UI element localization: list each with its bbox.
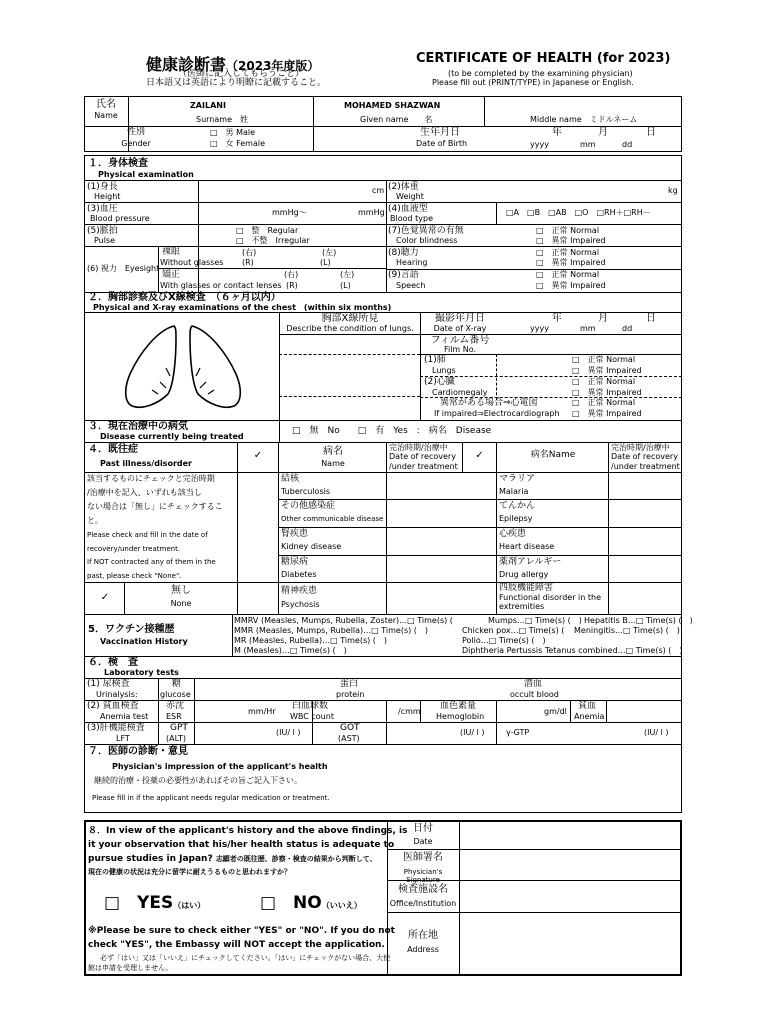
s5-title: 5．ワクチン接種歴 (88, 624, 175, 635)
s8-warning-3: 必ず「はい」又は「いいえ」にチェックしてください。「はい」にチェックがない場合、大使 (100, 954, 391, 962)
s8-question-2: it your observation that his/her health status is adequate to (88, 840, 395, 850)
got-label: GOT (340, 723, 360, 733)
vaccine-dpt[interactable]: Diphtheria Pertussis Tetanus combined…□ Time(s) ( ) (462, 646, 683, 655)
s4-instruction-1: /治療中を記入、いずれも該当し (87, 488, 202, 497)
yes-checkbox[interactable]: □ YES（はい） (104, 893, 206, 913)
ecg-normal[interactable]: □ 正常 Normal (572, 398, 636, 407)
s1-title-en: Physical examination (98, 170, 194, 179)
corrected-right: (右) (284, 270, 299, 279)
gender-male[interactable]: □ 男 Male (210, 128, 256, 137)
xray-yyyy[interactable]: yyyy (530, 324, 549, 333)
esr-label: 赤沈 (166, 701, 185, 711)
s4-recovery-header-1: 完治時期/治療中 (389, 443, 448, 452)
naked-l: (L) (320, 258, 331, 267)
hemoglobin-label: 血色素量 (440, 701, 477, 711)
s7-title: ７．医師の診断・意見 (88, 746, 188, 757)
protein-label: 蛋白 (340, 679, 359, 689)
s4-disease-header-2: 病名Name (530, 450, 576, 460)
vaccine-mmr[interactable]: MMR (Measles, Mumps, Rubella)…□ Time(s) ( ) (234, 626, 429, 635)
disease-other-en: Other communicable disease (281, 515, 384, 523)
corrected-r: (R) (286, 281, 298, 290)
wbc-label: 白血球数 (292, 701, 329, 711)
dob-yyyy[interactable]: yyyy (530, 140, 549, 149)
bp-label: (3)血圧 (87, 204, 118, 214)
disease-epilepsy: てんかん (499, 501, 536, 511)
current-disease-options[interactable]: □ 無 No □ 有 Yes : 病名 Disease (292, 426, 492, 436)
s4-title-en: Past illness/disorder (100, 459, 192, 468)
s4-disease-header-en-1: Name (321, 459, 345, 468)
vaccine-polio[interactable]: Polio…□ Time(s) ( ) (462, 636, 546, 645)
s4-check-header-1: ✓ (253, 450, 263, 461)
office-label-jp: 検査施設名 (398, 884, 448, 895)
disease-tb: 結核 (281, 474, 300, 484)
s5-title-en: Vaccination History (100, 637, 188, 646)
pulse-label: (5)脈拍 (87, 226, 118, 236)
s3-title: ３．現在治療中の病気 (88, 421, 188, 432)
s8-question-1: ８．In view of the applicant's history and the above findings, is (88, 826, 408, 836)
s8-warning-4: 館は申請を受理しません。 (88, 964, 173, 972)
disease-diabetes: 糖尿病 (281, 557, 309, 567)
office-field[interactable] (460, 882, 680, 911)
s4-recovery-en-2a: Date of recovery (611, 452, 678, 461)
film-no-label-en: Film No. (443, 345, 477, 354)
anemia-test-label-en: Anemia test (100, 712, 149, 721)
disease-epilepsy-en: Epilepsy (499, 514, 533, 523)
vaccine-mumps[interactable]: Mumps…□ Time(s) ( ) (488, 616, 582, 625)
s6-title: ６．検 査 (88, 657, 138, 668)
dob-label-jp: 生年月日 (420, 127, 460, 138)
cardio-label: (2)心臓 (424, 377, 455, 387)
s2-title-en: Physical and X-ray examinations of the chest (within six months) (93, 303, 392, 312)
dob-year-jp: 年 (552, 127, 562, 138)
address-field[interactable] (460, 914, 680, 974)
gpt-unit: (IU/ l ) (276, 728, 301, 737)
s8-warning-2: check "YES", the Embassy will NOT accept the application. (88, 940, 385, 950)
disease-heart-en: Heart disease (499, 542, 555, 551)
disease-malaria: マラリア (499, 474, 536, 484)
naked-left: (左) (322, 248, 337, 257)
cardio-impaired[interactable]: □ 異常 Impaired (572, 388, 642, 397)
got-label-en: (AST) (338, 734, 360, 743)
dob-day-jp: 日 (646, 127, 656, 138)
xray-dd[interactable]: dd (622, 324, 633, 333)
s3-title-en: Disease currently being treated (100, 432, 244, 441)
got-unit: (IU/ l ) (460, 728, 485, 737)
xray-date-label-en: Date of X-ray (433, 324, 487, 333)
bp-unit-2: mmHg (358, 208, 385, 217)
lungs-impaired[interactable]: □ 異常 Impaired (572, 366, 642, 375)
disease-psychosis: 精神疾患 (281, 586, 318, 596)
wbc-label-en: WBC count (290, 712, 334, 721)
xray-day-jp: 日 (646, 313, 656, 324)
gpt-label: GPT (170, 723, 188, 733)
name-label-jp: 氏名 (96, 99, 116, 110)
signature-label-jp: 医師署名 (403, 852, 443, 863)
s4-instruction-6: If NOT contracted any of them in the (87, 558, 216, 566)
color-blind-label: (7)色覚異常の有無 (388, 226, 464, 236)
xray-mm[interactable]: mm (580, 324, 596, 333)
bp-label-en: Blood pressure (90, 214, 150, 223)
corrected-l: (L) (340, 281, 351, 290)
lungs-normal[interactable]: □ 正常 Normal (572, 355, 636, 364)
none-label: 無し (171, 585, 191, 596)
gender-label-en: Gender (121, 139, 151, 148)
vaccine-mr[interactable]: MR (Measles, Rubella)…□ Time(s) ( ) (234, 636, 388, 645)
ggtp-label: γ-GTP (506, 728, 530, 737)
occult-blood-label-en: occult blood (510, 690, 559, 699)
blood-type-label-en: Blood type (390, 214, 433, 223)
s4-instruction-0: 該当するものにチェックと完治時期 (87, 474, 215, 483)
disease-kidney-en: Kidney disease (281, 542, 342, 551)
title-jp: 健康診断書（2023年度版） (146, 55, 320, 74)
urinalysis-label-en: Urinalysis: (96, 690, 138, 699)
corrected-left: (左) (340, 270, 355, 279)
date-label-en: Date (413, 837, 433, 846)
hearing-normal[interactable]: □ 正常 Normal (536, 248, 600, 257)
naked-eye-label: 裸眼 (162, 247, 181, 257)
vaccine-mmrv[interactable]: MMRV (Measles, Mumps, Rubella, Zoster)…□ Time(s) ( (234, 616, 453, 625)
weight-label: (2)体重 (388, 182, 419, 192)
xray-findings-label-en: Describe the condition of lungs. (286, 324, 414, 333)
none-checkbox[interactable]: ✓ (100, 592, 110, 603)
glucose-label: 糖 (172, 679, 182, 689)
subtitle-en-2: Please fill out (PRINT/TYPE) in Japanese or English. (432, 78, 634, 87)
disease-tb-en: Tuberculosis (281, 487, 330, 496)
disease-extremities-en: Functional disorder in the extremities (499, 593, 602, 611)
s4-disease-header-1: 病名 (323, 446, 343, 457)
pulse-label-en: Pulse (94, 236, 116, 245)
vaccine-hepb[interactable]: Hepatitis B…□ Time(s) ( ) (584, 616, 693, 625)
s4-recovery-en-1a: Date of recovery (389, 452, 456, 461)
color-blind-label-en: Color blindness (396, 236, 458, 245)
vaccine-meningitis[interactable]: Meningitis…□ Time(s) ( ) (574, 626, 680, 635)
height-unit: cm (372, 186, 385, 195)
height-label: (1)身長 (87, 182, 118, 192)
lft-label-en: LFT (116, 734, 130, 743)
lungs-label-en: Lungs (432, 366, 456, 375)
disease-heart: 心疾患 (499, 529, 527, 539)
ecg-label-en: If impaired⇒Electrocardiograph (434, 409, 560, 418)
eyesight-label: (6) 視力 Eyesight (87, 264, 160, 273)
cardio-normal[interactable]: □ 正常 Normal (572, 377, 636, 386)
bp-unit-1: mmHg～ (272, 208, 307, 217)
disease-kidney: 腎疾患 (281, 529, 309, 539)
disease-diabetes-en: Diabetes (281, 570, 317, 579)
office-label-en: Office/Institution (389, 899, 457, 908)
none-label-en: None (170, 599, 192, 608)
speech-normal[interactable]: □ 正常 Normal (536, 270, 600, 279)
date-field[interactable] (460, 822, 680, 848)
hemoglobin-unit: gm/dl (544, 707, 567, 716)
lft-label: (3)肝機能検査 (87, 723, 145, 733)
dob-month-jp: 月 (598, 127, 608, 138)
wbc-unit: /cmm (398, 707, 421, 716)
protein-label-en: protein (336, 690, 365, 699)
s4-instruction-7: past, please check "None". (87, 572, 182, 580)
s6-title-en: Laboratory tests (104, 668, 179, 677)
s4-check-header-2: ✓ (475, 450, 484, 461)
s1-title: １．身体検査 (88, 158, 148, 169)
weight-label-en: Weight (396, 192, 424, 201)
name-label-en: Name (94, 111, 118, 120)
s4-instruction-3: と。 (87, 516, 103, 525)
s7-instruction-jp: 継続的治療・投薬の必要性があればその旨ご記入下さい。 (94, 776, 302, 785)
disease-other: その他感染症 (281, 501, 336, 511)
lungs-label: (1)肺 (424, 355, 446, 365)
cardio-label-en: Cardiomegaly (432, 388, 488, 397)
esr-unit: mm/Hr (248, 707, 276, 716)
s4-recovery-header-2: 完治時期/治療中 (611, 443, 670, 452)
hearing-label: (8)聴力 (388, 248, 419, 258)
s7-title-en: Physician's impression of the applicant's health (112, 762, 328, 771)
vaccine-measles[interactable]: M (Measles)…□ Time(s) ( ) (234, 646, 347, 655)
color-blind-normal[interactable]: □ 正常 Normal (536, 226, 600, 235)
ecg-label: 異常がある場合⇒心電図 (440, 398, 538, 408)
s4-instruction-2: ない場合は「無し」にチェックするこ (87, 502, 223, 511)
blood-type-label: (4)血液型 (388, 204, 428, 214)
gender-female[interactable]: □ 女 Female (210, 139, 266, 148)
given-name-label: Given name 名 (360, 115, 433, 124)
glucose-label-en: glucose (160, 690, 191, 699)
s4-recovery-en-1b: /under treatment (389, 462, 458, 471)
weight-unit: kg (668, 186, 678, 195)
s8-question-3: pursue studies in Japan? 志願者の既往歴、診察・検査の結果から判断して、 (88, 854, 377, 864)
xray-findings-label: 胸部X線所見 (321, 313, 379, 324)
naked-eye-label-en: Without glasses (160, 258, 224, 267)
address-label-en: Address (407, 945, 439, 954)
blood-type-options[interactable]: □A □B □AB □O □RH＋□RH－ (506, 208, 651, 217)
hearing-impaired[interactable]: □ 異常 Impaired (536, 258, 606, 267)
dob-mm[interactable]: mm (580, 140, 596, 149)
urinalysis-label: (1) 尿検査 (87, 679, 130, 689)
given-name-value[interactable]: MOHAMED SHAZWAN (344, 101, 441, 110)
s4-instruction-4: Please check and fill in the date of (87, 531, 208, 539)
s4-instruction-5: recovery/under treatment. (87, 545, 181, 553)
signature-label-en: Physician's Signature (403, 868, 443, 884)
subtitle-en-1: (to be completed by the examining physician) (448, 69, 633, 78)
film-no-label: フィルム番号 (430, 335, 490, 346)
address-label-jp: 所在地 (408, 930, 438, 941)
s4-recovery-en-2b: /under treatment (611, 462, 680, 471)
gpt-label-en: (ALT) (166, 734, 186, 743)
s4-title: ４．既往症 (88, 444, 138, 455)
speech-label-en: Speech (396, 281, 426, 290)
height-label-en: Height (94, 192, 121, 201)
disease-drug-allergy-en: Drug allergy (499, 570, 549, 579)
disease-psychosis-en: Psychosis (281, 600, 320, 609)
subtitle-jp-1: （医師に記入してもらうこと） (178, 69, 305, 79)
hearing-label-en: Hearing (396, 258, 428, 267)
signature-field[interactable] (460, 851, 680, 879)
s8-question-4: 現在の健康の状況は充分に留学に耐えうるものと思われますか？ (88, 868, 291, 876)
dob-label-en: Date of Birth (416, 139, 468, 148)
esr-label-en: ESR (166, 712, 182, 721)
speech-label: (9)言語 (388, 270, 419, 280)
color-blind-impaired[interactable]: □ 異常 Impaired (536, 236, 606, 245)
naked-right: (右) (242, 248, 257, 257)
anemia-label-en: Anemia (574, 712, 605, 721)
xray-year-jp: 年 (552, 313, 562, 324)
disease-malaria-en: Malaria (499, 487, 529, 496)
title-en: CERTIFICATE OF HEALTH (for 2023) (416, 51, 671, 66)
anemia-test-label: (2) 貧血検査 (87, 701, 139, 711)
s7-instruction-en: Please fill in if the applicant needs regular medication or treatment. (92, 794, 330, 802)
surname-label: Surname 姓 (196, 115, 248, 124)
occult-blood-label: 潜血 (524, 679, 543, 689)
anemia-label: 貧血 (578, 701, 597, 711)
middle-name-label: Middle name ミドルネーム (530, 115, 638, 124)
pulse-irregular[interactable]: □ 不整 Irregular (236, 236, 310, 245)
ecg-impaired[interactable]: □ 異常 Impaired (572, 409, 642, 418)
corrected-label-en: With glasses or contact lenses (160, 281, 282, 290)
disease-extremities: 四肢機能障害 (499, 583, 554, 593)
s8-warning-1: ※Please be sure to check either "YES" or "NO". If you do not (88, 926, 395, 936)
date-label-jp: 日付 (413, 823, 433, 834)
pulse-regular[interactable]: □ 整 Regular (236, 226, 299, 235)
surname-value[interactable]: ZAILANI (190, 101, 226, 110)
gender-label-jp: 性別 (126, 127, 145, 137)
xray-month-jp: 月 (598, 313, 608, 324)
dob-dd[interactable]: dd (622, 140, 633, 149)
ggtp-unit: (IU/ l ) (644, 728, 669, 737)
hemoglobin-label-en: Hemoglobin (436, 712, 485, 721)
s2-title: ２．胸部診察及びX線検査 （６ヶ月以内） (88, 292, 281, 303)
subtitle-jp-2: 日本語又は英語により明瞭に記載すること。 (146, 78, 327, 88)
speech-impaired[interactable]: □ 異常 Impaired (536, 281, 606, 290)
xray-date-label: 撮影年月日 (435, 313, 485, 324)
naked-r: (R) (242, 258, 254, 267)
no-checkbox[interactable]: □ NO（いいえ） (260, 893, 362, 913)
vaccine-chickenpox[interactable]: Chicken pox…□ Time(s) ( (462, 626, 565, 635)
lungs-diagram-icon (118, 318, 248, 414)
disease-drug-allergy: 薬剤アレルギー (499, 557, 562, 567)
corrected-label: 矯正 (162, 270, 181, 280)
